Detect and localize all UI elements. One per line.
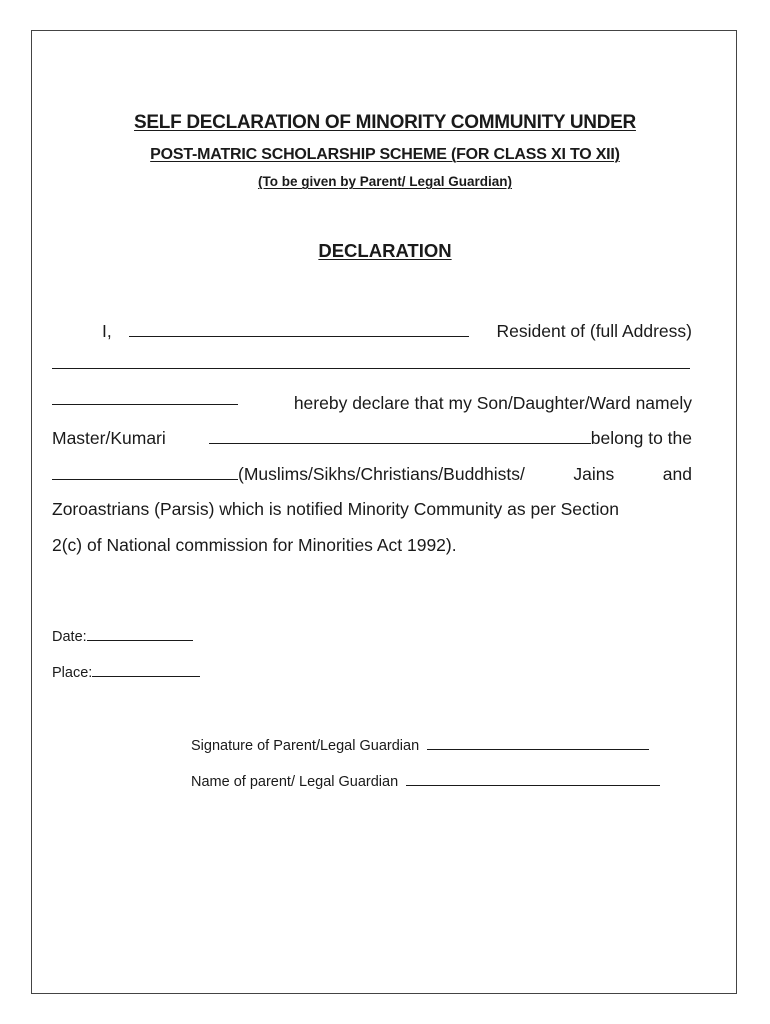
guardian-name-blank[interactable] (406, 771, 660, 786)
and-text: and (662, 464, 692, 484)
address-continued-blank[interactable] (52, 386, 238, 405)
declaration-line-6 (52, 492, 692, 528)
ward-name-blank[interactable] (209, 425, 591, 444)
date-field (52, 626, 193, 645)
resident-label: Resident of (full Address) (496, 321, 692, 341)
place-blank[interactable] (92, 662, 200, 677)
guardian-name-label: Name of parent/ Legal Guardian (191, 774, 399, 790)
date-label: Date: (52, 629, 87, 645)
declarant-name-blank[interactable] (129, 318, 469, 337)
community-options-text: (Muslims/Sikhs/Christians/Buddhists/ (238, 464, 525, 484)
declaration-line-4 (52, 421, 692, 457)
guardian-name-field (191, 771, 660, 790)
place-label: Place: (52, 665, 93, 681)
declaration-line-7 (52, 528, 692, 564)
act-reference-text: 2(c) of National commission for Minorities Act 1992). (52, 535, 457, 555)
signature-field (191, 735, 649, 754)
form-subtitle: POST-MATRIC SCHOLARSHIP SCHEME (FOR CLASS XI TO XII) (150, 146, 620, 163)
address-blank[interactable] (52, 350, 690, 369)
declaration-line-2 (52, 350, 692, 369)
community-blank[interactable] (52, 461, 238, 480)
jains-text: Jains (573, 464, 615, 484)
form-title: SELF DECLARATION OF MINORITY COMMUNITY UNDER (134, 112, 636, 133)
declaration-line-3 (52, 386, 692, 422)
form-instruction: (To be given by Parent/ Legal Guardian) (257, 174, 513, 189)
declare-text: hereby declare that my Son/Daughter/Ward namely (293, 393, 692, 413)
declaration-line-1 (52, 314, 692, 350)
section-heading: DECLARATION (318, 240, 452, 261)
place-field (52, 662, 200, 681)
zoroastrians-text: Zoroastrians (Parsis) which is notified Minority Community as per Section (52, 499, 619, 519)
date-blank[interactable] (87, 626, 193, 641)
signature-label: Signature of Parent/Legal Guardian (191, 738, 420, 754)
signature-blank[interactable] (427, 735, 649, 750)
master-kumari-label: Master/Kumari (52, 428, 166, 448)
declarant-prefix: I, (102, 321, 112, 341)
declaration-line-5 (52, 457, 692, 493)
belong-to-text: belong to the (590, 428, 692, 448)
